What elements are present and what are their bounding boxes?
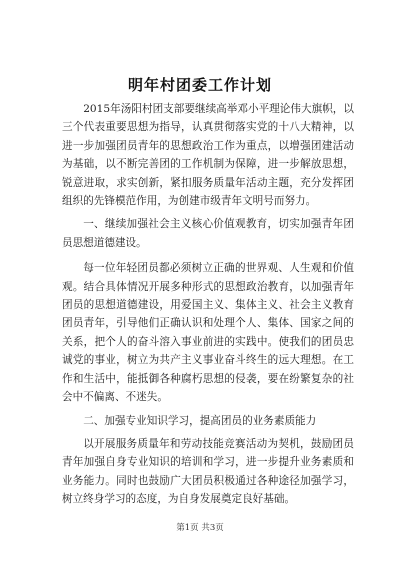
section-heading-2: 二、加强专业知识学习，提高团员的业务素质能力: [83, 414, 317, 427]
page-number-footer: 第1页 共3页: [176, 523, 224, 533]
paragraph-section-1: 每一位年轻团员都必须树立正确的世界观、人生观和价值观。结合具体情况开展多种形式的思想政治教育，以加强青年团员的思想道德建设，用爱国主义、集体主义、社会主义教育团员青年，引导他们正确认识和处理个人、集体、国家之间的关系，把个人的奋斗溶入事业前进的实践中。使我们的团员忠诚党的事业，树立为共产主义事业奋斗终生的远大理想。在工作和生活中，能抵御各种腐朽思想的侵袭，要在纷繁复杂的社会中不偏离、不迷失。: [62, 262, 354, 404]
paragraph-intro: 2015年汤阳村团支部要继续高举邓小平理论伟大旗帜，以三个代表重要思想为指导，认真贯彻落实党的十八大精神，以进一步加强团员青年的思想政治工作为重点，以增强团建活动为基础，以不断完善团的工作机制为保障，进一步解放思想，锐意进取，求实创新，紧扣服务质量年活动主题，充分发挥团组织的先锋模范作用，为创建市级青年文明号而努力。: [62, 103, 354, 208]
paragraph-section-2: 以开展服务质量年和劳动技能竞赛活动为契机，鼓励团员青年加强自身专业知识的培训和学习，进一步提升业务素质和业务能力。同时也鼓励广大团员积极通过各种途径加强学习，树立终身学习的态度，为自身发展奠定良好基础。: [62, 437, 354, 506]
document-body: [62, 100, 354, 514]
document-title: 明年村团委工作计划: [127, 76, 272, 94]
section-heading-1: 一、继续加强社会主义核心价值观教育，切实加强青年团员思想道德建设。: [62, 218, 354, 249]
